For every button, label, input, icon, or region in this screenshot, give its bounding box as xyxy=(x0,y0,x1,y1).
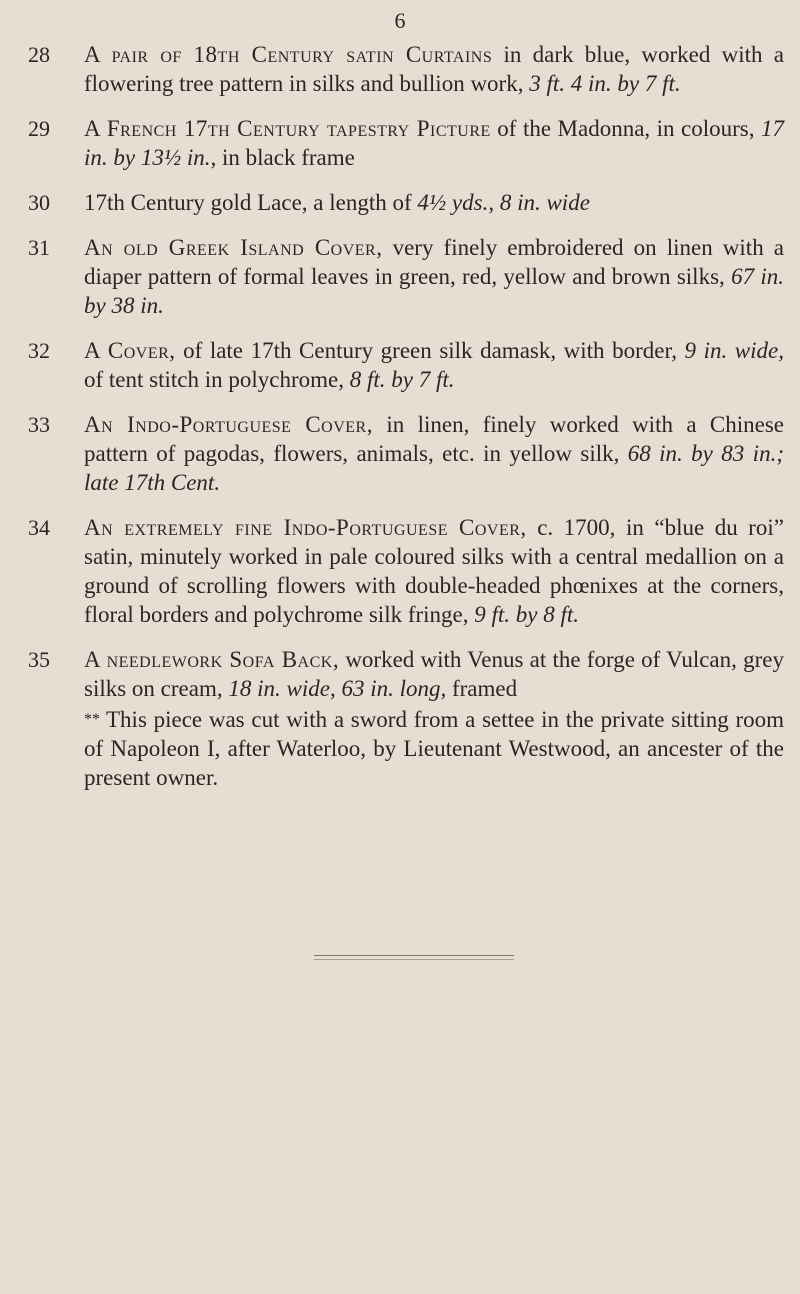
lot-tail: framed xyxy=(446,676,518,701)
lot-body: of late 17th Century green silk damask, with border, xyxy=(175,338,685,363)
lot-title: A Cover, xyxy=(84,338,176,363)
lot-body: of the Madonna, in colours, xyxy=(490,116,762,141)
lot-body: c. 1700, in “blue du roi” satin, minutely worked in pale coloured silks with a central medallion on a ground of scrolling flowers with double-headed phœnixes at the corners, floral borders and polychrome silk fringe, xyxy=(84,515,784,627)
lot-description xyxy=(84,410,784,497)
lot-description xyxy=(84,233,784,320)
lot-dimensions: 18 in. wide, 63 in. long, xyxy=(228,676,447,701)
lot-description xyxy=(84,513,784,629)
lot-title: An old Greek Island Cover, xyxy=(84,235,383,260)
lot-number: 31 xyxy=(28,235,50,260)
lot-description xyxy=(84,114,784,172)
lot-28 xyxy=(0,40,800,98)
end-rule-secondary xyxy=(314,959,514,960)
lot-note xyxy=(84,705,784,792)
lot-body: 17th Century gold Lace, a length of xyxy=(84,190,418,215)
lot-dimensions: 67 in. by 38 in. xyxy=(84,264,784,318)
lot-number: 32 xyxy=(28,338,50,363)
lot-title: An Indo-Portuguese Cover, xyxy=(84,412,373,437)
lot-number: 34 xyxy=(28,515,50,540)
lot-dimensions: 17 in. by 13½ in., xyxy=(84,116,785,170)
lot-35 xyxy=(0,645,800,792)
lot-title: An extremely fine Indo-Portuguese Cover, xyxy=(84,515,527,540)
lot-tail: of tent stitch in polychrome, xyxy=(84,367,350,392)
lot-34 xyxy=(0,513,800,629)
lot-dimensions: 4½ yds., 8 in. wide xyxy=(417,190,590,215)
lot-body: in dark blue, worked with a flowering tree pattern in silks and bullion work, xyxy=(84,42,784,96)
lot-body: very finely embroidered on linen with a diaper pattern of formal leaves in green, red, yellow and brown silks, xyxy=(84,235,785,289)
lot-body: in linen, finely worked with a Chinese pattern of pagodas, flowers, animals, etc. in yellow silk, xyxy=(84,412,784,466)
end-rule xyxy=(314,955,514,956)
lot-number: 33 xyxy=(28,412,50,437)
lot-body: worked with Venus at the forge of Vulcan, grey silks on cream, xyxy=(84,647,784,701)
lot-dimensions: 3 ft. 4 in. by 7 ft. xyxy=(529,71,681,96)
lot-number: 29 xyxy=(28,116,50,141)
lot-32 xyxy=(0,336,800,394)
lot-title: A needlework Sofa Back, xyxy=(84,647,340,672)
lot-note-text: This piece was cut with a sword from a settee in the private sitting room of Napoleon I, after Waterloo, by Lieutenant Westwood, an ancester of the present owner. xyxy=(84,707,784,790)
lot-description xyxy=(84,188,784,217)
lot-description xyxy=(84,645,784,703)
lot-33 xyxy=(0,410,800,497)
lot-30 xyxy=(0,188,800,217)
lot-number: 35 xyxy=(28,647,50,672)
lot-description xyxy=(84,40,784,98)
lot-dimensions: 9 in. wide, xyxy=(684,338,784,363)
lot-dimensions: 68 in. by 83 in.; late 17th Cent. xyxy=(84,441,784,495)
asterism-icon: ** xyxy=(84,711,100,728)
lot-tail: in black frame xyxy=(216,145,355,170)
lot-number: 28 xyxy=(28,42,50,67)
lot-dimensions: 9 ft. by 8 ft. xyxy=(474,602,580,627)
page-number: 6 xyxy=(394,8,406,33)
lot-29 xyxy=(0,114,800,172)
lot-title: A pair of 18th Century satin Curtains xyxy=(84,42,493,67)
lot-dimensions-2: 8 ft. by 7 ft. xyxy=(349,367,455,392)
lot-number: 30 xyxy=(28,190,50,215)
lot-title: A French 17th Century tapestry Picture xyxy=(84,116,491,141)
lot-31 xyxy=(0,233,800,320)
lot-description xyxy=(84,336,784,394)
lot-list xyxy=(0,40,800,808)
